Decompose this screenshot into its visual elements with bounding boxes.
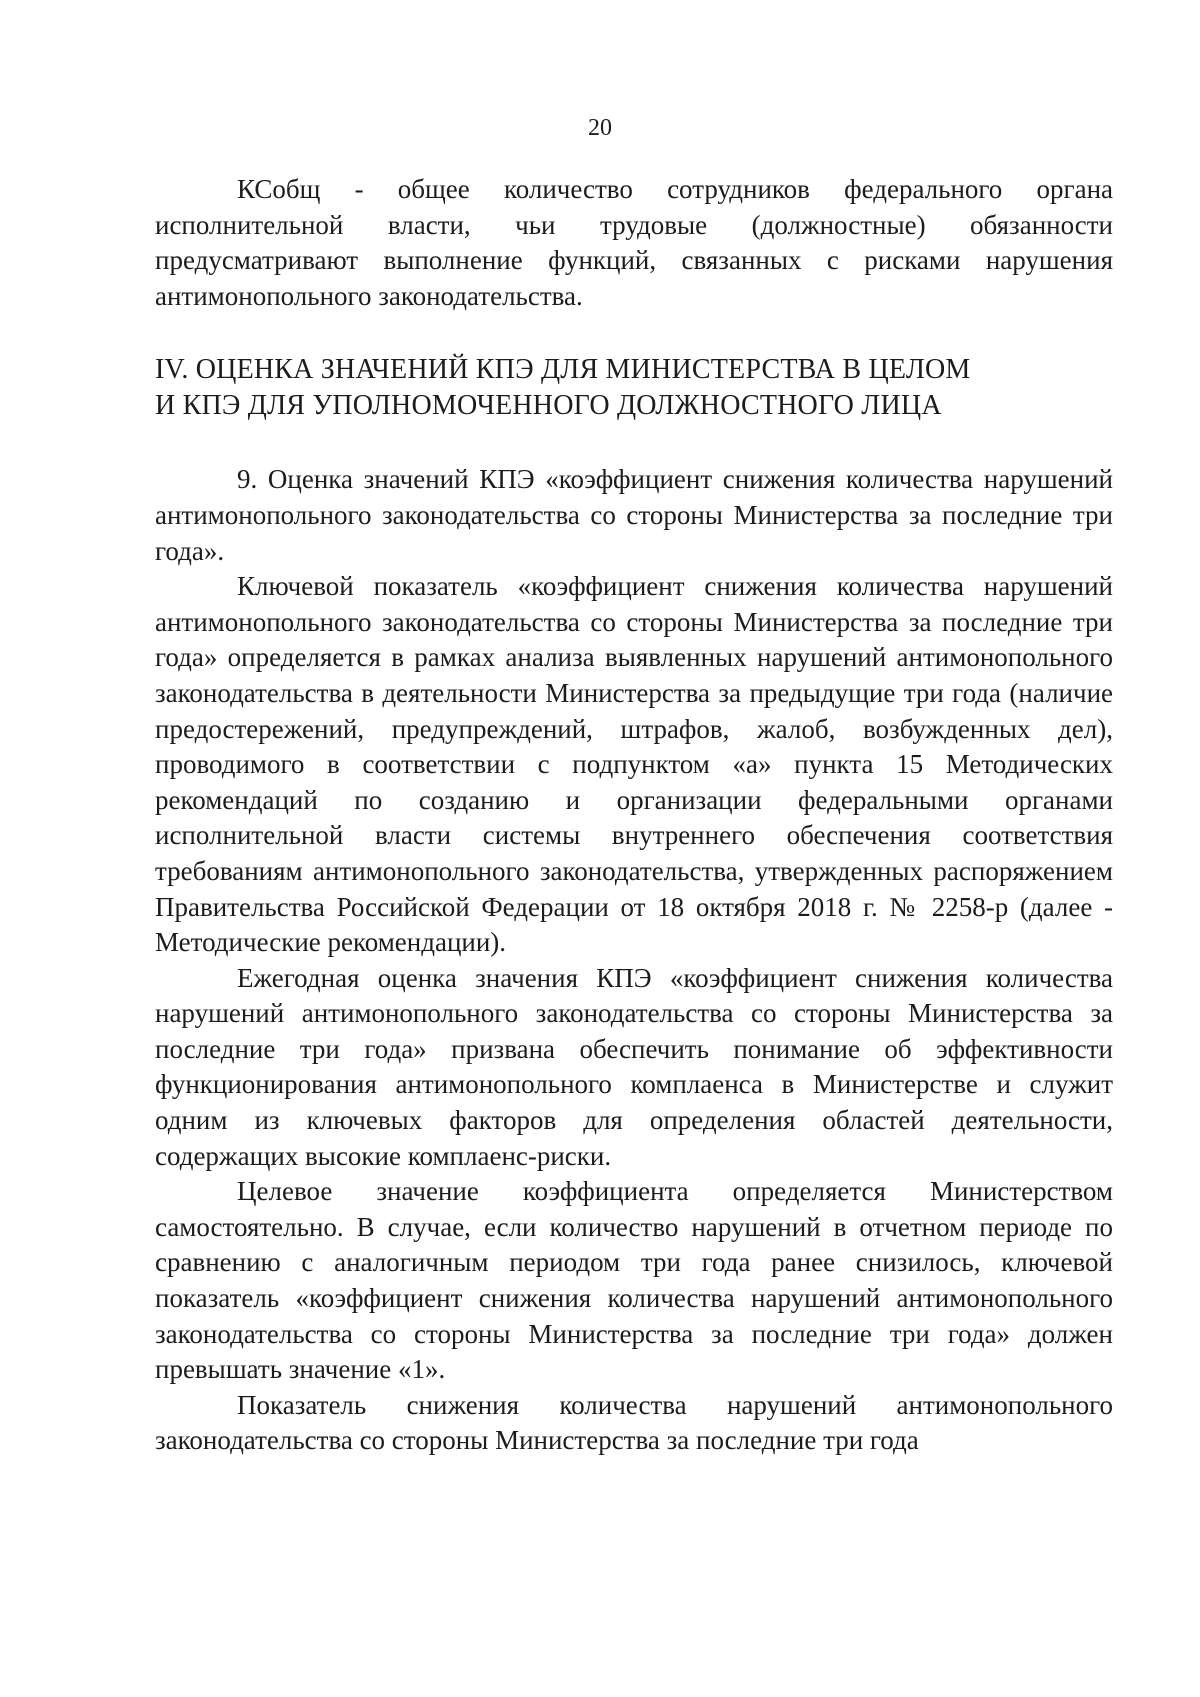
section-heading bbox=[155, 352, 1113, 424]
section-heading-line-1: IV. ОЦЕНКА ЗНАЧЕНИЙ КПЭ ДЛЯ МИНИСТЕРСТВА В ЦЕЛОМ bbox=[155, 354, 971, 386]
paragraph-reduction-indicator: Показатель снижения количества нарушений антимонопольного законодательства со стороны Министерства за последние три года bbox=[155, 1389, 1113, 1456]
page-number: 20 bbox=[588, 115, 612, 141]
section-heading-line-2: И КПЭ ДЛЯ УПОЛНОМОЧЕННОГО ДОЛЖНОСТНОГО ЛИЦА bbox=[155, 390, 942, 422]
paragraph-key-indicator: Ключевой показатель «коэффициент снижения количества нарушений антимонопольного законодательства со стороны Министерства за последние три года» определяется в рамках анализа выявленных нарушений антимонопольного законодательства в деятельности Министерства за предыдущие три года (наличие предостережений, предупреждений, штрафов, жалоб, возбужденных дел), проводимого в соответствии с подпунктом «а» пункта 15 Методических рекомендаций по созданию и организации федеральными органами исполнительной власти системы внутреннего обеспечения соответствия требованиям антимонопольного законодательства, утвержденных распоряжением Правительства Российской Федерации от 18 октября 2018 г. № 2258-р (далее - Методические рекомендации). bbox=[155, 571, 1113, 958]
document-body bbox=[155, 172, 1113, 1459]
paragraph-intro: КСобщ - общее количество сотрудников федерального органа исполнительной власти, чьи трудовые (должностные) обязанности предусматривают выполнение функций, связанных с рисками нарушения антимонопольного законодательства. bbox=[155, 174, 1113, 311]
paragraph-target-value: Целевое значение коэффициента определяется Министерством самостоятельно. В случае, если количество нарушений в отчетном периоде по сравнению с аналогичным периодом три года ранее снизилось, ключевой показатель «коэффициент снижения количества нарушений антимонопольного законодательства со стороны Министерства за последние три года» должен превышать значение «1». bbox=[155, 1176, 1113, 1385]
paragraph-annual-assessment: Ежегодная оценка значения КПЭ «коэффициент снижения количества нарушений антимонопольного законодательства со стороны Министерства за последние три года» призвана обеспечить понимание об эффективности функционирования антимонопольного комплаенса в Министерстве и служит одним из ключевых факторов для определения областей деятельности, содержащих высокие комплаенс-риски. bbox=[155, 962, 1113, 1171]
paragraph-item-9: 9. Оценка значений КПЭ «коэффициент снижения количества нарушений антимонопольного законодательства со стороны Министерства за последние три года». bbox=[155, 464, 1113, 566]
